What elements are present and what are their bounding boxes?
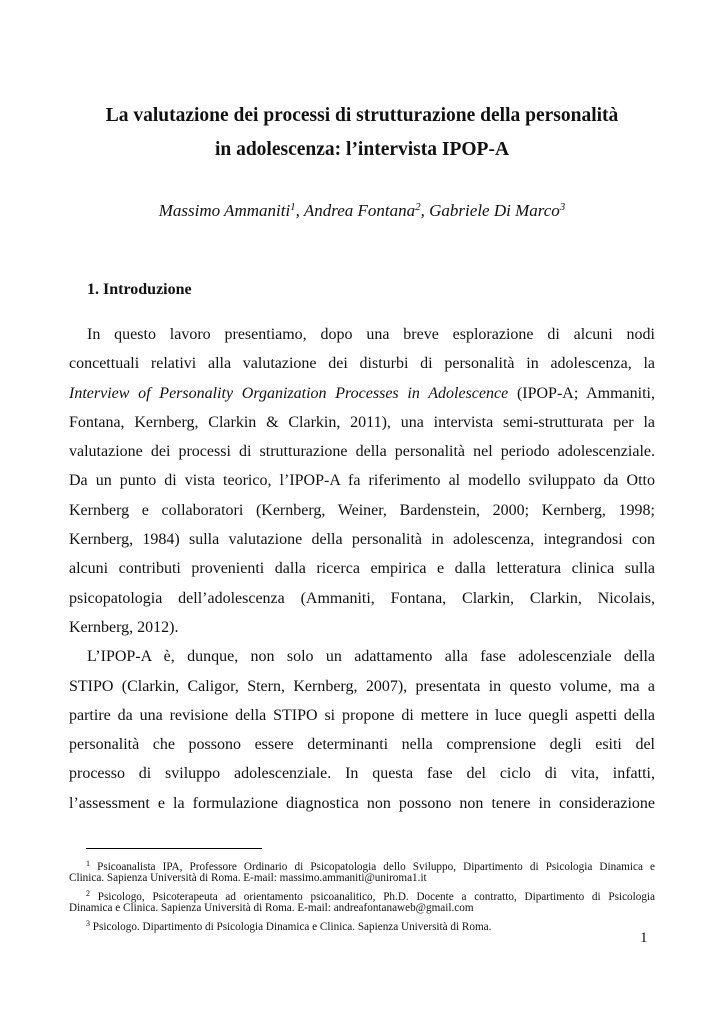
footnote-mark[interactable]: 1	[290, 201, 296, 213]
footnote-text: Psicologo, Psicoterapeuta ad orientamento psicoanalitico, Ph.D. Docente a contratto, Dipartimento di Psicologia	[90, 891, 655, 903]
footnote-mark[interactable]: 2	[415, 201, 421, 213]
author-list	[40, 196, 684, 222]
footnote-text: Psicoanalista IPA, Professore Ordinario di Psicopatologia dello Sviluppo, Dipartimento di Psicologia Dinamica e	[90, 861, 655, 873]
footnotes	[69, 856, 655, 931]
text-line: processo di sviluppo adolescenziale. In questa fase del ciclo di vita, infatti,	[69, 765, 655, 783]
paper-title-line-1: La valutazione dei processi di strutturazione della personalità	[105, 105, 619, 127]
text-line: psicopatologia dell’adolescenza (Ammaniti, Fontana, Clarkin, Clarkin, Nicolais,	[69, 589, 655, 607]
author-separator: ,	[420, 201, 430, 220]
author-name: Gabriele Di Marco	[429, 201, 560, 220]
text-line: STIPO (Clarkin, Caligor, Stern, Kernberg, 2007), presentata in questo volume, ma a	[69, 677, 655, 695]
text-line: L’IPOP-A è, dunque, non solo un adattamento alla fase adolescenziale della	[87, 648, 655, 666]
text-run: (IPOP-A; Ammaniti,	[508, 384, 655, 402]
author-name: Massimo Ammaniti	[158, 201, 291, 220]
text-line: personalità che possono essere determinanti nella comprensione degli esiti del	[69, 736, 655, 754]
body-text	[69, 320, 655, 818]
text-line: Kernberg e collaboratori (Kernberg, Weiner, Bardenstein, 2000; Kernberg, 1998;	[69, 501, 655, 519]
text-line: partire da una revisione della STIPO si propone di mettere in luce quegli aspetti della	[69, 706, 655, 724]
footnote-line: Clinica. Sapienza Università di Roma. E-mail: massimo.ammaniti@uniroma1.it	[69, 872, 427, 884]
footnote-text: Psicologo. Dipartimento di Psicologia Dinamica e Clinica. Sapienza Università di Roma.	[90, 921, 492, 933]
footnote-divider	[86, 848, 262, 849]
author-separator: ,	[295, 201, 304, 220]
text-line: l’assessment e la formulazione diagnostica non possono non tenere in considerazione	[69, 794, 655, 812]
text-line: Da un punto di vista teorico, l’IPOP-A fa riferimento al modello sviluppato da Otto	[69, 472, 655, 490]
text-line: valutazione dei processi di strutturazione della personalità nel periodo adolescenziale.	[69, 443, 655, 461]
footnote-number: 1	[86, 859, 90, 868]
text-line: In questo lavoro presentiamo, dopo una breve esplorazione di alcuni nodi	[87, 326, 655, 343]
footnote-number: 2	[86, 889, 90, 898]
text-line: Fontana, Kernberg, Clarkin & Clarkin, 2011), una intervista semi-strutturata per la	[69, 413, 655, 431]
text-line: Kernberg, 2012).	[69, 618, 179, 636]
footnote-number: 3	[86, 919, 90, 928]
footnote-line	[69, 916, 655, 931]
footnote-line: Dinamica e Clinica. Sapienza Università di Roma. E-mail: andreafontanaweb@gmail.com	[69, 902, 474, 914]
page-number: 1	[640, 930, 648, 946]
paper-title-line-2: in adolescenza: l’intervista IPOP-A	[214, 139, 510, 161]
text-line	[69, 379, 655, 408]
section-heading: 1. Introduzione	[87, 281, 192, 299]
paper-title	[40, 99, 684, 167]
text-line: concettuali relativi alla valutazione dei disturbi di personalità in adolescenza, la	[69, 355, 655, 373]
author-name: Andrea Fontana	[303, 201, 416, 220]
footnote-line	[69, 856, 655, 871]
footnote-line	[69, 886, 655, 901]
instrument-title: Interview of Personality Organization Processes in Adolescence	[69, 384, 509, 402]
text-line: Kernberg, 1984) sulla valutazione della personalità in adolescenza, integrandosi con	[69, 531, 655, 549]
footnote-mark[interactable]: 3	[559, 201, 566, 213]
text-line: alcuni contributi provenienti dalla ricerca empirica e dalla letteratura clinica sulla	[69, 560, 655, 578]
